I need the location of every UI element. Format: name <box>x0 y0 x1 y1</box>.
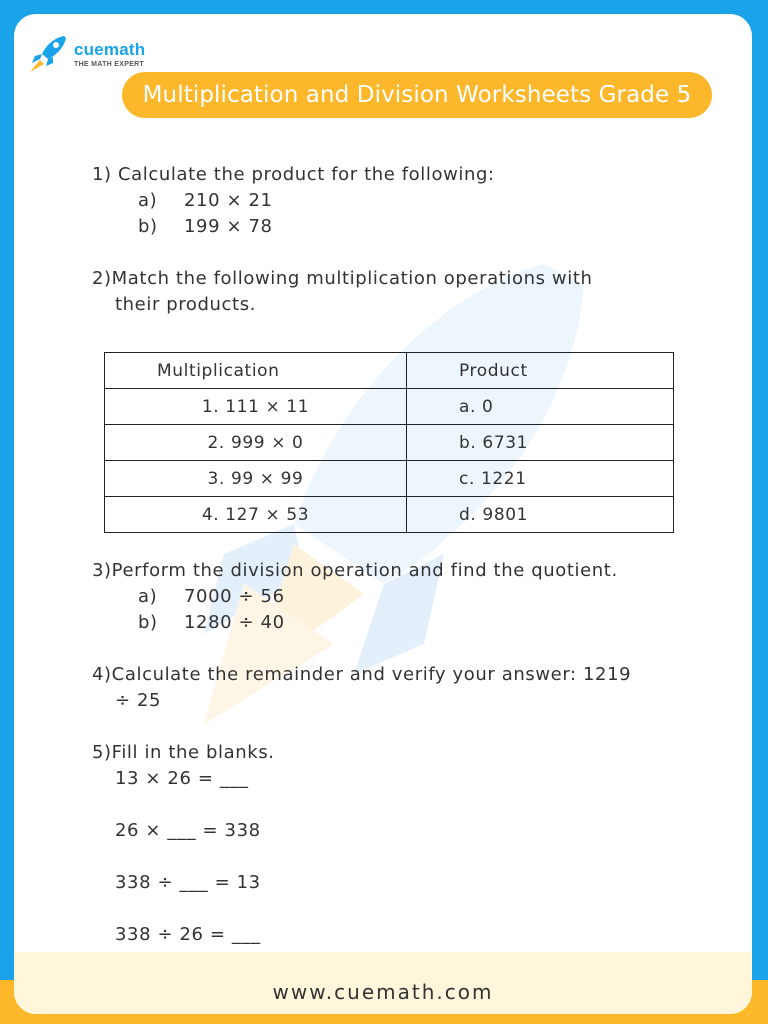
item-label: b) <box>138 612 158 633</box>
website-link[interactable]: www.cuemath.com <box>272 980 494 1004</box>
table-row <box>105 389 674 425</box>
item-label: a) <box>138 586 158 607</box>
question-3 <box>92 558 692 636</box>
questions-top <box>92 162 692 344</box>
table-row <box>105 425 674 461</box>
rocket-logo-icon <box>26 32 70 76</box>
item-label: a) <box>138 190 158 211</box>
question-3b <box>92 610 692 636</box>
table-header-row <box>105 353 674 389</box>
page-title: Multiplication and Division Worksheets Grade 5 <box>142 82 692 108</box>
fill-blank-item: 26 × ___ = 338 <box>115 820 261 841</box>
question-2-line1: 2)Match the following multiplication operations with <box>92 268 593 289</box>
table-row <box>105 497 674 533</box>
multiplication-cell: 1. 111 × 11 <box>105 389 407 425</box>
title-banner <box>122 72 712 118</box>
fill-blank-item: 338 ÷ ___ = 13 <box>115 872 261 893</box>
product-cell: d. 9801 <box>407 497 674 533</box>
question-3a <box>92 584 692 610</box>
header-product: Product <box>407 353 674 389</box>
question-3-text: 3)Perform the division operation and find the quotient. <box>92 560 618 581</box>
header-multiplication: Multiplication <box>105 353 407 389</box>
question-1a <box>92 188 692 214</box>
question-2-line2: their products. <box>115 294 256 315</box>
multiplication-cell: 2. 999 × 0 <box>105 425 407 461</box>
question-1 <box>92 162 692 240</box>
question-1b <box>92 214 692 240</box>
item-expression: 1280 ÷ 40 <box>184 612 285 633</box>
multiplication-cell: 3. 99 × 99 <box>105 461 407 497</box>
item-expression: 210 × 21 <box>184 190 273 211</box>
brand-tagline: THE MATH EXPERT <box>74 60 145 68</box>
product-cell: b. 6731 <box>407 425 674 461</box>
question-4 <box>92 662 692 714</box>
worksheet-page <box>14 14 752 1014</box>
product-cell: a. 0 <box>407 389 674 425</box>
item-expression: 199 × 78 <box>184 216 273 237</box>
item-label: b) <box>138 216 158 237</box>
multiplication-cell: 4. 127 × 53 <box>105 497 407 533</box>
cuemath-logo <box>26 32 145 76</box>
question-4-line2: ÷ 25 <box>115 690 162 711</box>
question-5-text: 5)Fill in the blanks. <box>92 742 275 763</box>
questions-bottom <box>92 558 692 974</box>
fill-blank-item: 13 × 26 = ___ <box>115 768 249 789</box>
product-cell: c. 1221 <box>407 461 674 497</box>
question-1-text: 1) Calculate the product for the following: <box>92 164 495 185</box>
item-expression: 7000 ÷ 56 <box>184 586 285 607</box>
match-table <box>104 352 674 533</box>
question-4-line1: 4)Calculate the remainder and verify your answer: 1219 <box>92 664 632 685</box>
question-5 <box>92 740 692 948</box>
question-2 <box>92 266 692 318</box>
table-row <box>105 461 674 497</box>
brand-name: cuemath <box>74 39 146 59</box>
fill-blank-item: 338 ÷ 26 = ___ <box>115 924 261 945</box>
